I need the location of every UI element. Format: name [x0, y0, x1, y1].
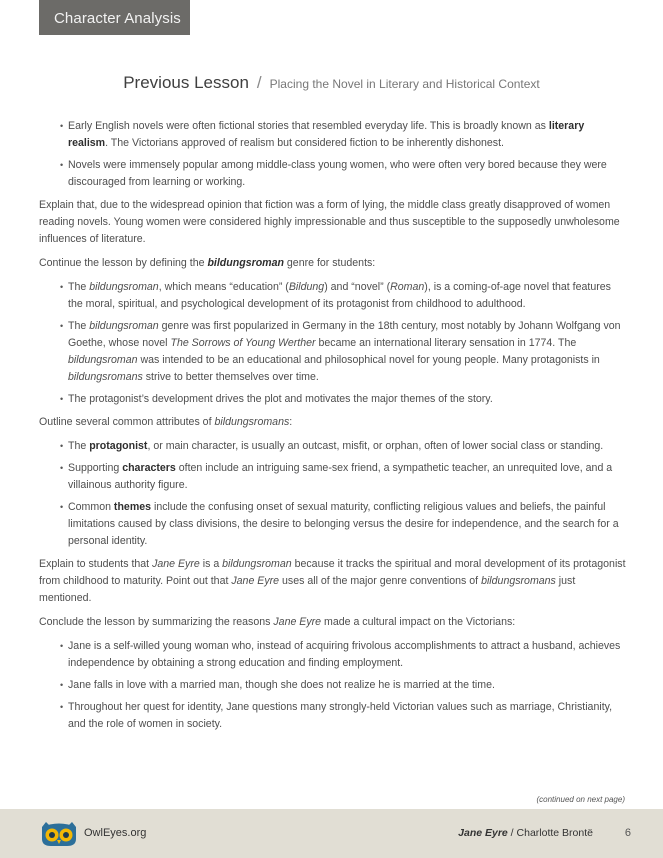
section-tab	[39, 0, 190, 35]
page-number: 6	[624, 827, 631, 839]
paragraph: Conclude the lesson by summarizing the reasons Jane Eyre made a cultural impact on the Victorians:	[39, 616, 516, 628]
continued-note: (continued on next page)	[536, 795, 625, 804]
bildungsroman-list	[39, 279, 626, 408]
lesson-content	[39, 118, 626, 739]
title-separator: /	[256, 73, 262, 92]
lesson-title: Previous Lesson	[123, 73, 249, 92]
paragraph: Explain that, due to the widespread opinion that fiction was a form of lying, the middle class greatly disapproved of women reading novels. Young women were considered highly impressionable and thus susceptible to the supposedly unwholesome influences of literature.	[39, 199, 620, 245]
list-item: • The protagonist’s development drives the plot and motivates the major themes of the story.	[39, 391, 626, 408]
realism-list	[39, 118, 626, 191]
list-item: • Jane falls in love with a married man, though she does not realize he is married at the time.	[39, 677, 626, 694]
list-item: • Novels were immensely popular among middle-class young women, who were often very bored because they were discouraged from learning or working.	[39, 157, 626, 191]
list-item: • The protagonist, or main character, is usually an outcast, misfit, or orphan, often of lower social class or standing.	[39, 438, 626, 455]
list-item: • Supporting characters often include an intriguing same-sex friend, a sympathetic teacher, an unrequited love, and a villainous authority figure.	[39, 460, 626, 494]
lesson-header	[0, 73, 663, 93]
paragraph: Explain to students that Jane Eyre is a bildungsroman because it tracks the spiritual and moral development of its protagonist from childhood to maturity. Point out that Jane Eyre uses all of the major genre conventions of bildungsromans just mentioned.	[39, 558, 626, 604]
section-tab-label: Character Analysis	[54, 10, 181, 27]
book-title: Jane Eyre	[458, 827, 508, 839]
book-author: Charlotte Brontë	[516, 827, 593, 839]
impact-list	[39, 638, 626, 733]
paragraph: Outline several common attributes of bildungsromans:	[39, 416, 293, 428]
list-item: • Throughout her quest for identity, Jane questions many strongly-held Victorian values such as marriage, Christianity, and the role of women in society.	[39, 699, 626, 733]
list-item: • The bildungsroman, which means “education” (Bildung) and “novel” (Roman), is a coming-of-age novel that features the moral, spiritual, and psychological development of its protagonist from childhood to adulthood.	[39, 279, 626, 313]
attributes-list	[39, 438, 626, 550]
page-footer	[0, 809, 663, 858]
list-item: • The bildungsroman genre was first popularized in Germany in the 18th century, most notably by Johann Wolfgang von Goethe, whose novel The Sorrows of Young Werther became an international literary sensation in 1774. The bildungsroman was intended to be an educational and philosophical novel for young people. Many protagonists in bildungsromans strive to better themselves over time.	[39, 318, 626, 386]
list-item: • Early English novels were often fictional stories that resembled everyday life. This is broadly known as literary realism. The Victorians approved of realism but considered fiction to be inherently dishonest.	[39, 118, 626, 152]
paragraph: Continue the lesson by defining the bildungsroman genre for students:	[39, 257, 376, 269]
book-credit: Jane Eyre / Charlotte Brontë	[458, 827, 593, 839]
owl-logo-icon[interactable]	[40, 821, 78, 847]
lesson-subtitle: Placing the Novel in Literary and Historical Context	[269, 77, 540, 91]
brand-name[interactable]: OwlEyes.org	[84, 827, 147, 839]
list-item: • Common themes include the confusing onset of sexual maturity, conflicting religious values and beliefs, the painful limitations caused by class divisions, the desire to belonging versus the desire for independence, and the search for a personal identity.	[39, 499, 626, 550]
list-item: • Jane is a self-willed young woman who, instead of acquiring frivolous accomplishments to attract a husband, achieves independence by obtaining a strong education and finding employment.	[39, 638, 626, 672]
